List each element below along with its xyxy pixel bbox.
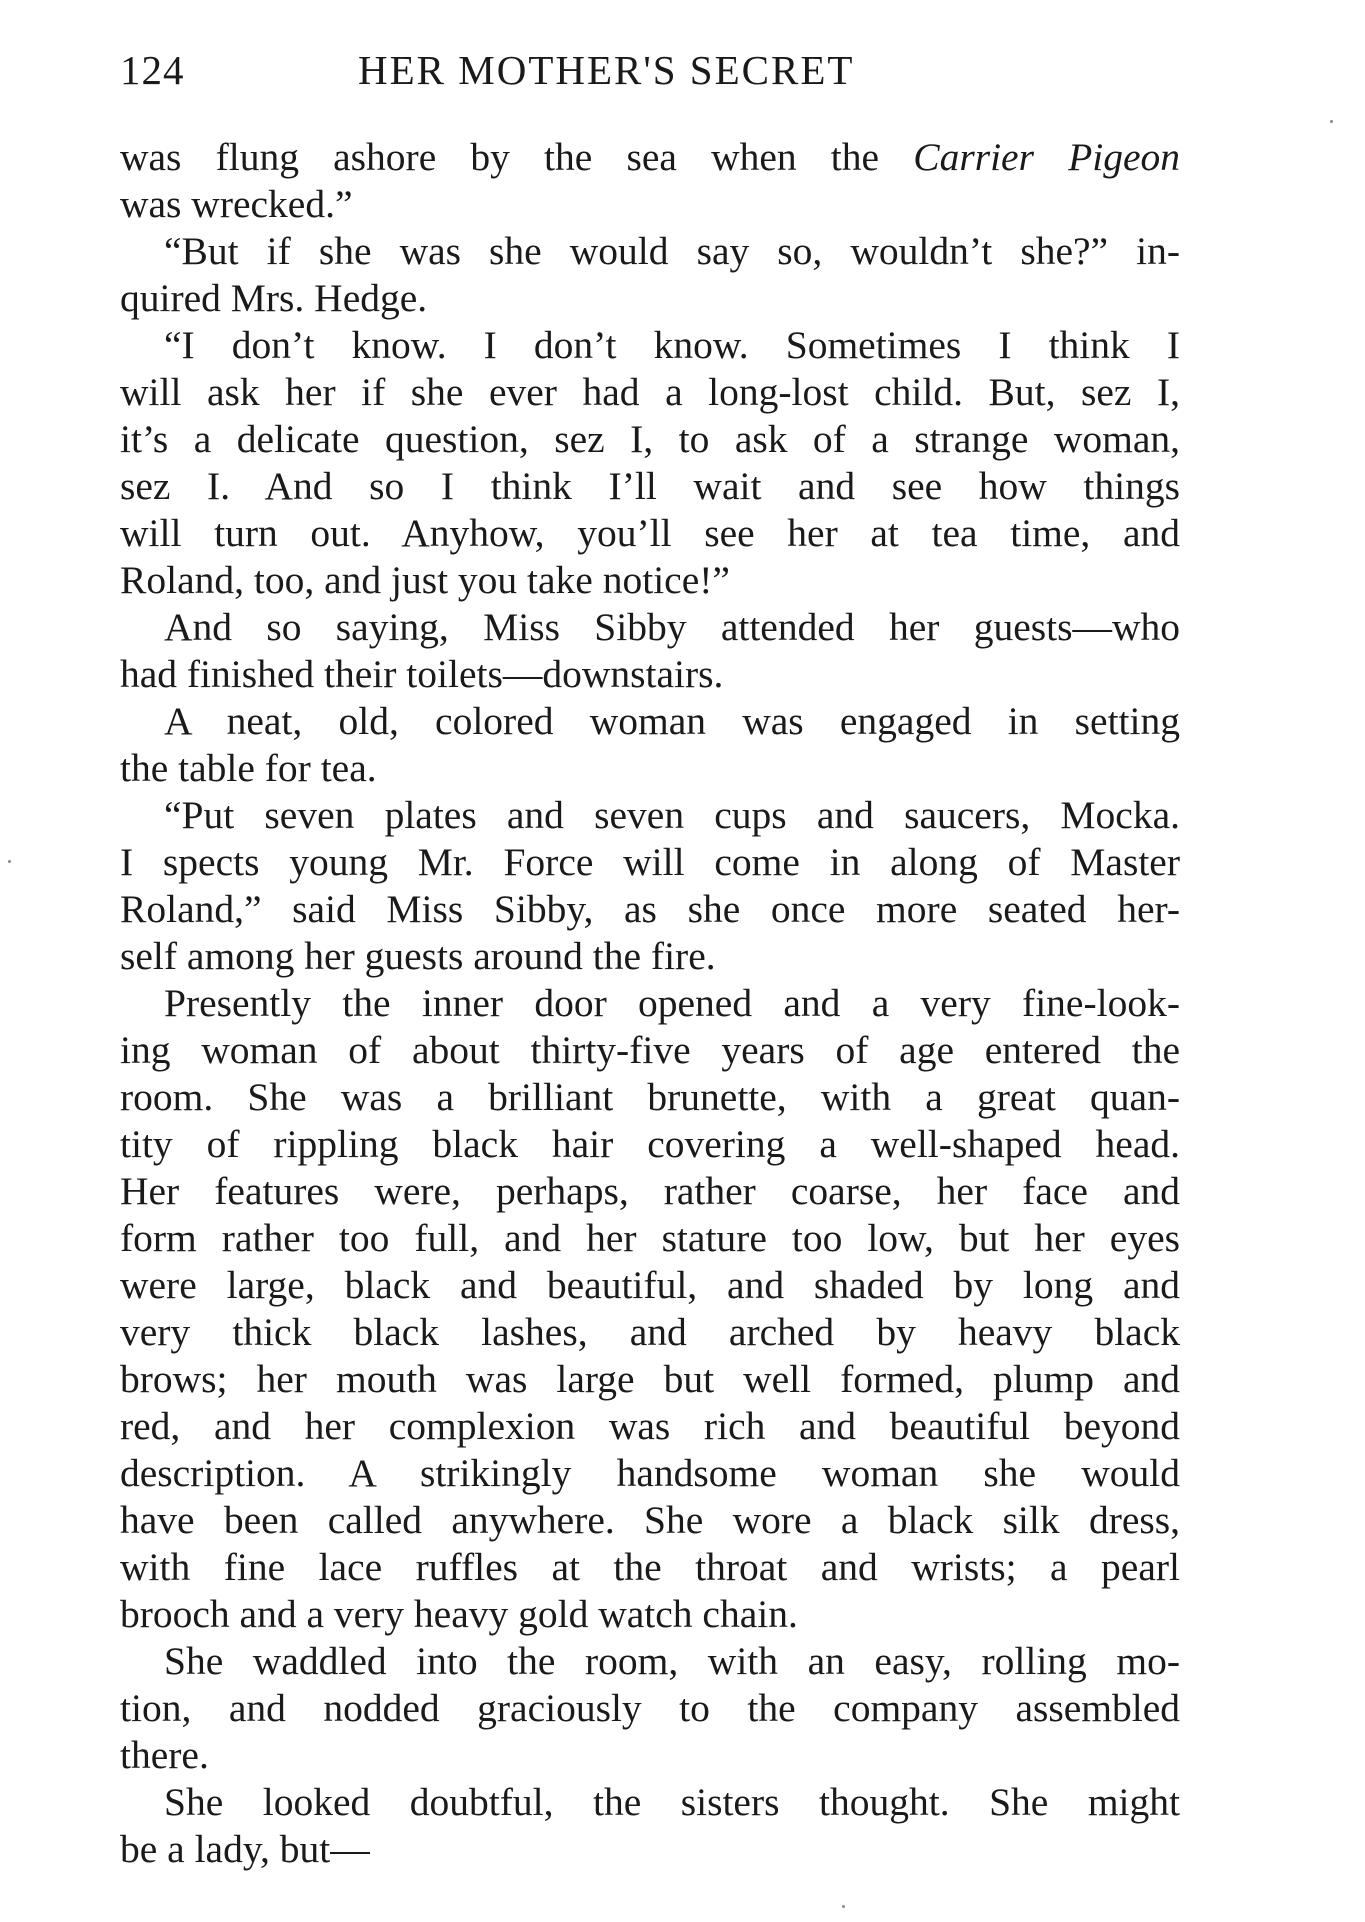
text-line-content: very thick black lashes, and arched by heavy black: [120, 1310, 1180, 1354]
text-line-content: I spects young Mr. Force will come in along of Master: [120, 840, 1180, 884]
text-line: [120, 322, 1180, 369]
text-line: [120, 1074, 1180, 1121]
text-line-content: description. A strikingly handsome woman she would: [120, 1451, 1180, 1495]
text-line-content: “But if she was she would say so, wouldn’t she?” in-: [164, 229, 1180, 273]
text-line: [120, 1732, 1180, 1779]
text-line: [120, 1450, 1180, 1497]
text-line-content: brooch and a very heavy gold watch chain.: [120, 1592, 798, 1636]
text-line: [120, 510, 1180, 557]
text-line-content: was wrecked.”: [120, 182, 353, 226]
text-line: [120, 1779, 1180, 1826]
body-text: [120, 134, 1180, 1873]
text-line-content: with fine lace ruffles at the throat and wrists; a pearl: [120, 1545, 1180, 1589]
text-line: [120, 275, 1180, 322]
text-line-content: Roland,” said Miss Sibby, as she once more seated her-: [120, 887, 1180, 931]
text-line: [120, 933, 1180, 980]
text-line: [120, 745, 1180, 792]
text-line-content: Her features were, perhaps, rather coarse, her face and: [120, 1169, 1180, 1213]
text-line: [120, 604, 1180, 651]
text-line: [120, 369, 1180, 416]
text-line: [120, 651, 1180, 698]
text-line-content: it’s a delicate question, sez I, to ask of a strange woman,: [120, 417, 1180, 461]
text-line: [120, 1027, 1180, 1074]
text-line-content: sez I. And so I think I’ll wait and see how things: [120, 464, 1180, 508]
text-line-content: quired Mrs. Hedge.: [120, 276, 428, 320]
text-line: [120, 1497, 1180, 1544]
text-line-content: A neat, old, colored woman was engaged in setting: [164, 699, 1180, 743]
ship-name: Carrier Pigeon: [913, 135, 1181, 179]
text-line-content: will turn out. Anyhow, you’ll see her at tea time, and: [120, 511, 1180, 555]
page-number: 124: [120, 47, 185, 93]
text-line: [120, 181, 1180, 228]
text-line-content: room. She was a brilliant brunette, with a great quan-: [120, 1075, 1180, 1119]
text-line-content: “I don’t know. I don’t know. Sometimes I think I: [164, 323, 1180, 367]
page-header: [120, 46, 1180, 106]
text-line: [120, 1638, 1180, 1685]
running-title: HER MOTHER'S SECRET: [358, 47, 855, 93]
text-line-content: the table for tea.: [120, 746, 377, 790]
text-line-content: ing woman of about thirty-five years of age entered the: [120, 1028, 1180, 1072]
text-line: [120, 792, 1180, 839]
text-line-content: Presently the inner door opened and a very fine-look-: [164, 981, 1180, 1025]
text-line: [120, 1356, 1180, 1403]
text-line: [120, 1403, 1180, 1450]
text-line: [120, 698, 1180, 745]
text-line: [120, 134, 1180, 181]
text-line: [120, 228, 1180, 275]
text-line: [120, 463, 1180, 510]
text-line-content: was flung ashore by the sea when the: [120, 135, 914, 179]
text-line: [120, 1685, 1180, 1732]
text-line: [120, 1544, 1180, 1591]
text-line-content: tity of rippling black hair covering a well-shaped head.: [120, 1122, 1180, 1166]
text-line: [120, 1309, 1180, 1356]
text-line: [120, 1168, 1180, 1215]
text-line-content: had finished their toilets—downstairs.: [120, 652, 724, 696]
text-line-content: there.: [120, 1733, 209, 1777]
text-line-content: self among her guests around the fire.: [120, 934, 716, 978]
text-line-content: She waddled into the room, with an easy, rolling mo-: [164, 1639, 1180, 1683]
text-line-content: tion, and nodded graciously to the company assembled: [120, 1686, 1180, 1730]
text-line: [120, 416, 1180, 463]
text-line: [120, 1591, 1180, 1638]
text-line-content: brows; her mouth was large but well formed, plump and: [120, 1357, 1180, 1401]
text-line-content: will ask her if she ever had a long-lost child. But, sez I,: [120, 370, 1180, 414]
text-line-content: were large, black and beautiful, and shaded by long and: [120, 1263, 1180, 1307]
paper-speck: [842, 1905, 845, 1908]
text-line: [120, 839, 1180, 886]
paper-speck: [8, 860, 11, 863]
text-line: [120, 1215, 1180, 1262]
text-line-content: have been called anywhere. She wore a black silk dress,: [120, 1498, 1180, 1542]
text-line: [120, 980, 1180, 1027]
text-line: [120, 1121, 1180, 1168]
paper-speck: [1330, 120, 1333, 123]
text-line: [120, 1262, 1180, 1309]
text-line-content: “Put seven plates and seven cups and saucers, Mocka.: [164, 793, 1180, 837]
text-line-content: red, and her complexion was rich and beautiful beyond: [120, 1404, 1180, 1448]
text-line: [120, 886, 1180, 933]
text-line: [120, 1826, 1180, 1873]
text-line-content: She looked doubtful, the sisters thought. She might: [164, 1780, 1180, 1824]
text-line-content: Roland, too, and just you take notice!”: [120, 558, 730, 602]
text-line: [120, 557, 1180, 604]
text-line-content: be a lady, but—: [120, 1827, 370, 1871]
text-line-content: form rather too full, and her stature too low, but her eyes: [120, 1216, 1180, 1260]
text-line-content: And so saying, Miss Sibby attended her guests—who: [164, 605, 1180, 649]
